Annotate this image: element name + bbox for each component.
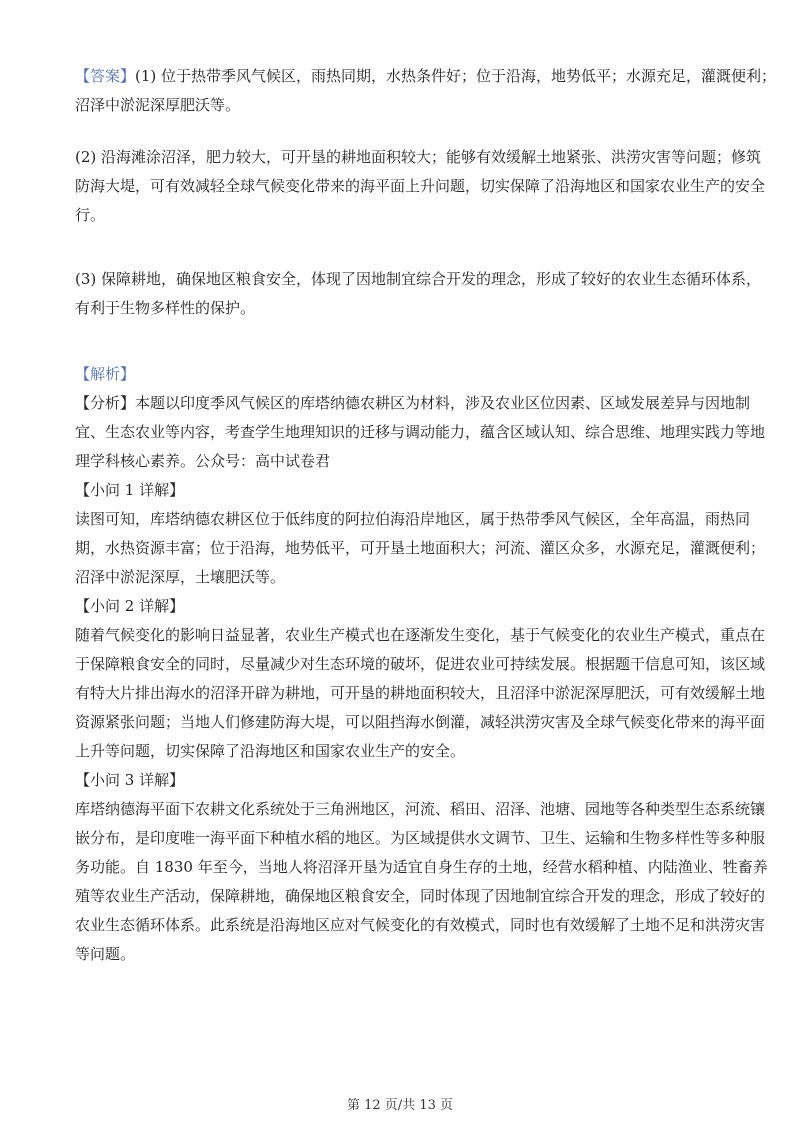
answer-paragraph-1 — [75, 62, 777, 120]
answer-paragraph-3 — [75, 265, 762, 323]
q3-line: 等问题。 — [75, 945, 136, 963]
answer-p2-line: 行。 — [75, 206, 106, 224]
analysis-tag: 【解析】 — [75, 365, 136, 383]
analysis-fenxi-line: 【分析】本题以印度季风气候区的库塔纳德农耕区为材料，涉及农业区位因素、区域发展差异与因地制 — [75, 394, 751, 412]
q2-line: 资源紧张问题；当地人们修建防海大堤，可以阻挡海水倒灌，减轻洪涝灾害及全球气候变化带来的海平面 — [75, 713, 766, 731]
answer-p3-line: 有利于生物多样性的保护。 — [75, 299, 256, 317]
q2-title: 【小问 2 详解】 — [75, 597, 185, 615]
answer-p1-line: 沼泽中淤泥深厚肥沃等。 — [75, 96, 241, 114]
q3-line: 库塔纳德海平面下农耕文化系统处于三角洲地区，河流、稻田、沼泽、池塘、园地等各种类型生态系统镶 — [75, 800, 766, 818]
analysis-fenxi-line: 理学科核心素养。公众号：高中试卷君 — [75, 452, 331, 470]
answer-p2-line: 防海大堤，可有效减轻全球气候变化带来的海平面上升问题，切实保障了沿海地区和国家农业生产的安全 — [75, 177, 766, 195]
q1-line: 期，水热资源丰富；位于沿海，地势低平，可开垦土地面积大；河流、灌区众多，水源充足，灌溉便利； — [75, 539, 766, 557]
answer-p3-line: (3) 保障耕地，确保地区粮食安全，体现了因地制宜综合开发的理念，形成了较好的农业生态循环体系， — [75, 270, 762, 288]
q1-line: 沼泽中淤泥深厚，土壤肥沃等。 — [75, 568, 286, 586]
q3-line: 嵌分布，是印度唯一海平面下种植水稻的地区。为区域提供水文调节、卫生、运输和生物多样性等多种服 — [75, 829, 766, 847]
q3-title: 【小问 3 详解】 — [75, 771, 185, 789]
answer-paragraph-2 — [75, 143, 766, 230]
q1-line: 读图可知，库塔纳德农耕区位于低纬度的阿拉伯海沿岸地区，属于热带季风气候区，全年高温，雨热同 — [75, 510, 751, 528]
q1-title: 【小问 1 详解】 — [75, 481, 185, 499]
answer-tag: 【答案】 — [75, 67, 136, 85]
answer-p1-line: (1) 位于热带季风气候区，雨热同期，水热条件好；位于沿海，地势低平；水源充足，灌溉便利； — [135, 67, 777, 85]
q3-line: 殖等农业生产活动，保障耕地，确保地区粮食安全，同时体现了因地制宜综合开发的理念，形成了较好的 — [75, 887, 766, 905]
page-number: 第 12 页/共 13 页 — [347, 1098, 453, 1113]
answer-p2-line: (2) 沿海滩涂沼泽，肥力较大，可开垦的耕地面积较大；能够有效缓解土地紧张、洪涝灾害等问题；修筑 — [75, 148, 762, 166]
q3-line: 务功能。自 1830 年至今，当地人将沼泽开垦为适宜自身生存的土地，经营水稻种植、内陆渔业、牲畜养 — [75, 858, 768, 876]
q2-line: 随着气候变化的影响日益显著，农业生产模式也在逐渐发生变化，基于气候变化的农业生产模式，重点在 — [75, 626, 766, 644]
q2-line: 于保障粮食安全的同时，尽量减少对生态环境的破坏，促进农业可持续发展。根据题干信息可知，该区域 — [75, 655, 766, 673]
q2-line: 有特大片排出海水的沼泽开辟为耕地，可开垦的耕地面积较大，且沼泽中淤泥深厚肥沃，可有效缓解土地 — [75, 684, 766, 702]
analysis-section — [75, 360, 768, 969]
q2-line: 上升等问题，切实保障了沿海地区和国家农业生产的安全。 — [75, 742, 466, 760]
q3-line: 农业生态循环体系。此系统是沿海地区应对气候变化的有效模式，同时也有效缓解了土地不足和洪涝灾害 — [75, 916, 766, 934]
analysis-fenxi-line: 宜、生态农业等内容，考查学生地理知识的迁移与调动能力，蕴含区域认知、综合思维、地理实践力等地 — [75, 423, 766, 441]
